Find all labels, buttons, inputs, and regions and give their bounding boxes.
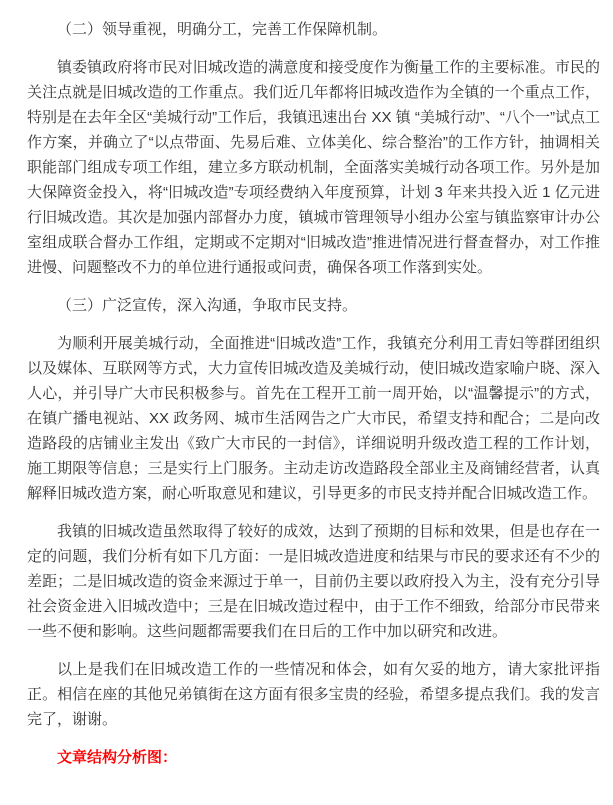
structure-analysis-heading: 文章结构分析图： (57, 749, 178, 766)
paragraph-closing-remarks: 以上是我们在旧城改造工作的一些情况和体会，如有欠妥的地方，请大家批评指正。相信在座的其他兄弟镇街在这方面有很多宝贵的经验，希望多提点我们。我的发言完了，谢谢。 (27, 661, 600, 728)
paragraph-existing-problems: 我镇的旧城改造虽然取得了较好的成效，达到了预期的目标和效果，但是也存在一定的问题，我们分析有如下几方面：一是旧城改造进度和结果与市民的要求还有不少的差距；二是旧城改造的资金来源过于单一，目前仍主要以政府投入为主，没有充分引导社会资金进入旧城改造中；三是在旧城改造过程中，由于工作不细致，给部分市民带来一些不便和影响。这些问题都需要我们在日后的工作中加以研究和改进。 (27, 523, 600, 640)
section-heading-2: （二）领导重视，明确分工，完善工作保障机制。 (57, 21, 388, 38)
paragraph-leadership-measures: 镇委镇政府将市民对旧城改造的满意度和接受度作为衡量工作的主要标准。市民的关注点就是旧城改造的工作重点。我们近几年都将旧城改造作为全镇的一个重点工作，特别是在去年全区“美城行动”工作后，我镇迅速出台 XX 镇 “美城行动”、“八个一”试点工作方案，并确立了“以点带面、先易后难、立体美化、综合整治”的工作方针，抽调相关职能部门组成专项工作组，建立多方联动机制，全面落实美城行动各项工作。另外是加大保障资金投入，将“旧城改造”专项经费纳入年度预算，计划 3 年来共投入近 1 亿元进行旧城改造。其次是加强内部督办力度，镇城市管理领导小组办公室与镇监察审计办公室组成联合督办工作组，定期或不定期对“旧城改造”推进情况进行督查督办，对工作推进慢、问题整改不力的单位进行通报或问责，确保各项工作落到实处。 (27, 59, 600, 276)
section-heading-3: （三）广泛宣传，深入沟通，争取市民支持。 (57, 297, 358, 314)
paragraph-publicity-measures: 为顺利开展美城行动，全面推进“旧城改造”工作，我镇充分利用工青妇等群团组织以及媒体、互联网等方式，大力宣传旧城改造及美城行动，使旧城改造家喻户晓、深入人心，并引导广大市民积极参与。首先在工程开工前一周开始，以“温馨提示”的方式，在镇广播电视站、XX 政务网、城市生活网告之广大市民，希望支持和配合；二是向改造路段的店铺业主发出《致广大市民的一封信》，详细说明升级改造工程的工作计划，施工期限等信息；三是实行上门服务。主动走访改造路段全部业主及商铺经营者，认真解释旧城改造方案，耐心听取意见和建议，引导更多的市民支持并配合旧城改造工作。 (27, 335, 600, 502)
